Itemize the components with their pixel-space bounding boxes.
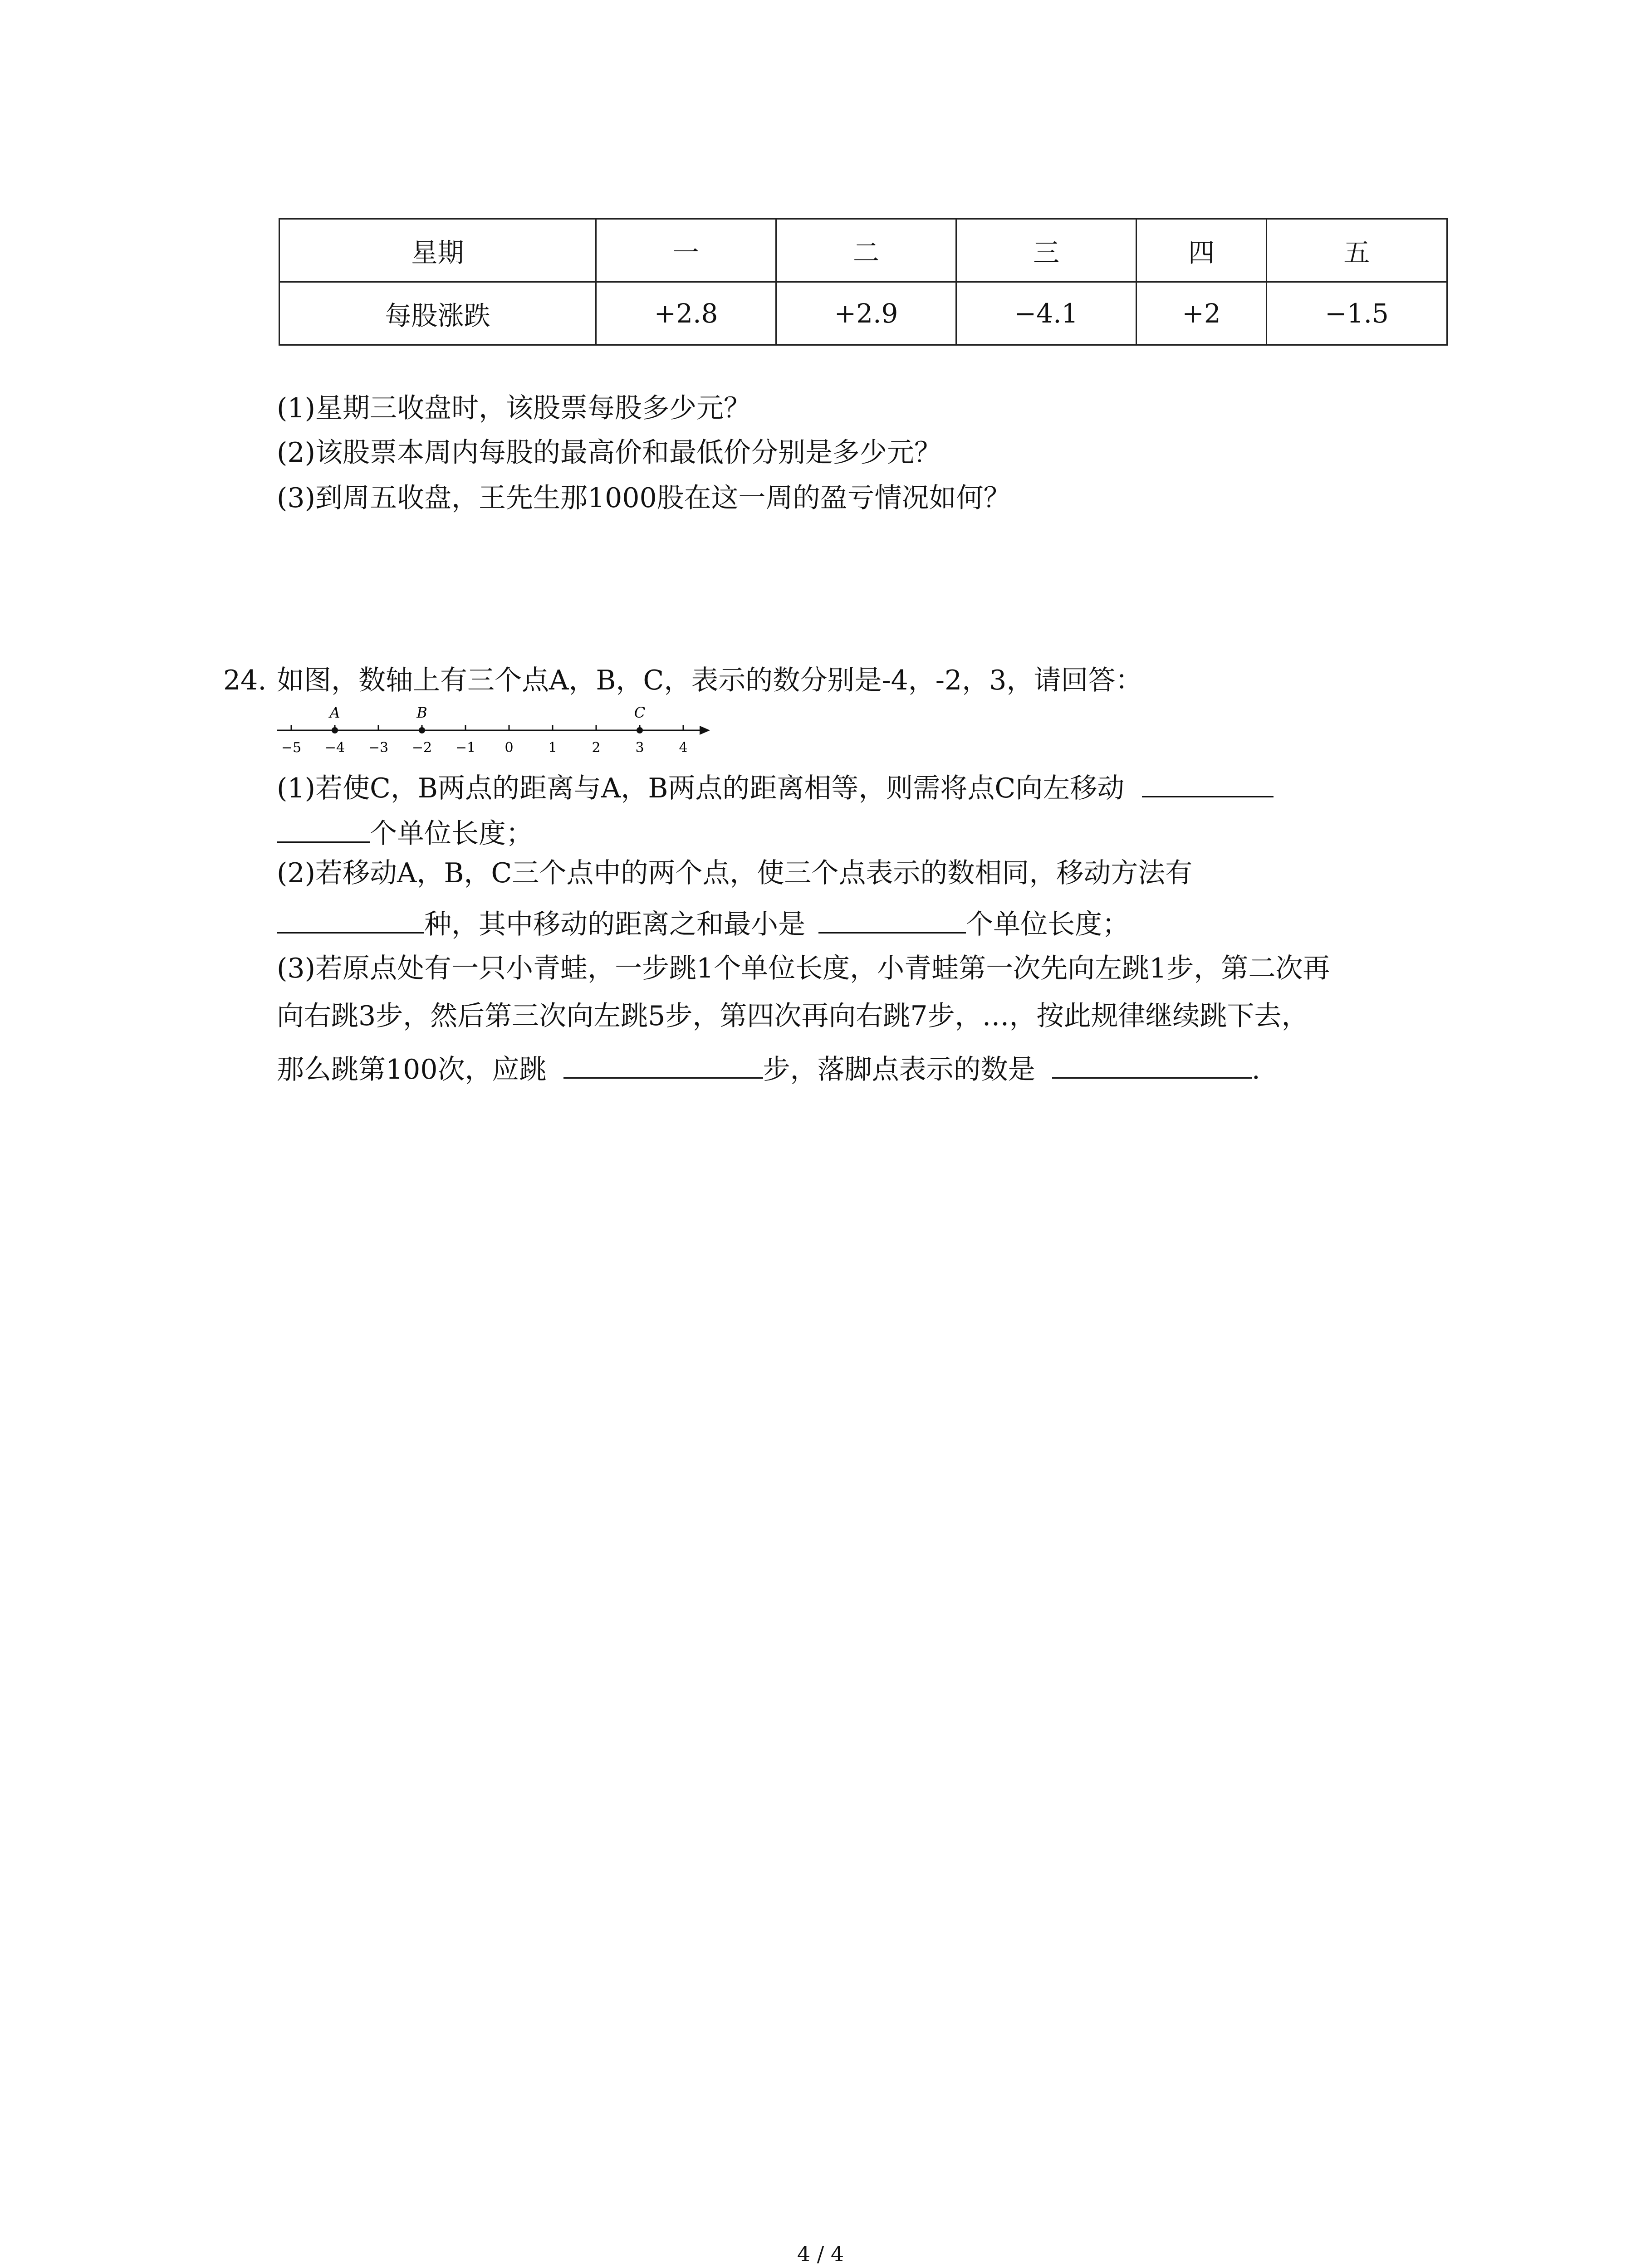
number-line-tick-label: −4: [324, 740, 345, 756]
stock-change-table: [279, 218, 1448, 346]
table-header-row: [279, 219, 1447, 282]
page-number: 4 / 4: [797, 2242, 844, 2266]
q24-part1-suffix: 个单位长度；: [370, 818, 533, 850]
q24-part3-text: 那么跳第100次，应跳: [277, 1054, 547, 1085]
q24-part1-line2: [277, 814, 533, 850]
q23-part2: (2)该股票本周内每股的最高价和最低价分别是多少元？: [277, 437, 941, 469]
number-line-point-label: B: [416, 704, 427, 721]
q23-part3: (3)到周五收盘，王先生那1000股在这一周的盈亏情况如何？: [277, 482, 1011, 514]
q24-part3-end: .: [1251, 1054, 1260, 1085]
table-row: [279, 282, 1447, 345]
table-cell: 每股涨跌: [279, 282, 596, 345]
table-cell: +2: [1136, 282, 1267, 345]
number-line-point-b: [419, 727, 425, 733]
q24-number: 24.: [223, 665, 267, 696]
q24-part2-line1: (2)若移动A，B，C三个点中的两个点，使三个点表示的数相同，移动方法有: [277, 857, 1193, 889]
number-line-point-label: C: [634, 704, 646, 721]
answer-blank[interactable]: [277, 814, 370, 843]
table-cell: +2.8: [596, 282, 776, 345]
table-cell: −4.1: [956, 282, 1136, 345]
table-cell: 五: [1267, 219, 1447, 282]
table-cell: 三: [956, 219, 1136, 282]
q24-part1-text: (1)若使C，B两点的距离与A，B两点的距离相等，则需将点C向左移动: [277, 772, 1125, 804]
table-cell: 四: [1136, 219, 1267, 282]
q24-part3-line2: 向右跳3步，然后第三次向左跳5步，第四次再向右跳7步，…，按此规律继续跳下去，: [277, 1000, 1309, 1032]
table-cell: 一: [596, 219, 776, 282]
q24-part2-line2: [277, 905, 1129, 938]
number-line-tick-label: 1: [548, 740, 557, 756]
answer-blank[interactable]: [818, 905, 966, 934]
number-line-point-a: [332, 727, 338, 733]
number-line-point-c: [637, 727, 643, 733]
number-line-tick-label: −3: [368, 740, 389, 756]
number-line-tick-label: 4: [679, 740, 688, 756]
answer-blank[interactable]: [563, 1050, 763, 1079]
number-line-arrow: [700, 726, 710, 735]
answer-blank[interactable]: [1142, 769, 1274, 797]
answer-blank[interactable]: [1052, 1050, 1252, 1079]
number-line-tick-label: −1: [455, 740, 476, 756]
q24-part3-mid: 步，落脚点表示的数是: [763, 1054, 1035, 1085]
table-cell: −1.5: [1267, 282, 1447, 345]
number-line-tick-label: 3: [635, 740, 644, 756]
q24-part2-mid: 种，其中移动的距离之和最小是: [424, 909, 805, 940]
number-line-points: [328, 704, 645, 733]
q24-part1-line1: [277, 769, 1274, 802]
number-line-tick-label: −2: [411, 740, 432, 756]
number-line-ticks: [281, 725, 688, 756]
number-line-tick-label: 2: [592, 740, 601, 756]
number-line-point-label: A: [329, 704, 340, 721]
number-line-figure: [272, 699, 717, 762]
q23-part1: (1)星期三收盘时，该股票每股多少元？: [277, 392, 751, 424]
q24-part2-suffix: 个单位长度；: [966, 909, 1130, 940]
q24-part3-line3: [277, 1050, 1260, 1083]
number-line-tick-label: −5: [281, 740, 302, 756]
q24-stem: 如图，数轴上有三个点A，B，C，表示的数分别是-4，-2，3，请回答：: [277, 665, 1143, 696]
table-cell: 星期: [279, 219, 596, 282]
q24-part3-line1: (3)若原点处有一只小青蛙，一步跳1个单位长度，小青蛙第一次先向左跳1步，第二次再: [277, 953, 1330, 984]
table-cell: 二: [776, 219, 956, 282]
answer-blank[interactable]: [277, 905, 424, 934]
number-line-tick-label: 0: [505, 740, 514, 756]
table-cell: +2.9: [776, 282, 956, 345]
